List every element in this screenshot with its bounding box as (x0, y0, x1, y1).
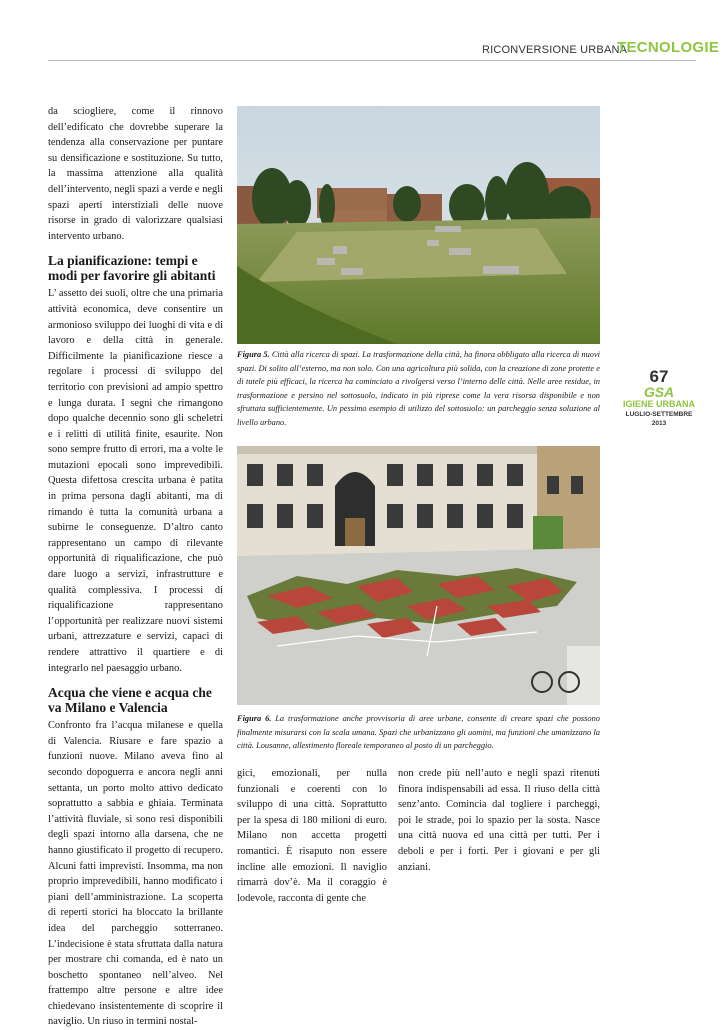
park-lawn-illustration (237, 106, 600, 344)
page-badge (622, 368, 696, 428)
figure-5-text: Città alla ricerca di spazi. La trasformazione della città, ha finora obbligato alla ricerca di nuovi spazi. Di solito all’esterno, ma non solo. Con una agricoltura più solida, con la creazione di zone protette e di tutele più efficaci, la ricerca ha cominciato a rivolgersi verso l’interno delle città. Nelle aree residue, in trasformazione e persino nel sottosuolo, indicato in più riprese come la vera risorsa disponibile e non sfruttata sufficientemente. Un pessimo esempio di utilizzo del sottosuolo: un parcheggio senza soluzione al livello urbano. (237, 350, 600, 427)
figure-5-photo (237, 106, 600, 344)
brand-logo: GSA (643, 384, 675, 400)
paragraph-3: gici, emozionali, per nulla funzionali e coerenti con lo sviluppo di una città. Soprattutto per la spesa di 180 milioni di euro. Milano non accetta progetti romantici. È risaputo non essere incline alle emozioni. Il naviglio rimarrà dov’è. Ma il coraggio è lodevole, racconta di gente che (237, 768, 387, 904)
issue-date: LUGLIO-SETTEMBRE 2013 (625, 411, 693, 427)
text-column-3 (398, 766, 600, 875)
figure-5-label: Figura 5. (237, 350, 270, 359)
header-divider (48, 60, 696, 61)
intro-paragraph: da sciogliere, come il rinnovo dell’edificato che dovrebbe superare la tendenza alla conservazione per puntare su densificazione e sostituzione. Su tutto, la massima attenzione alla qualità dell’intervento, negli spazi a verde e negli spazi aperti interstiziali delle nuove risorse in grado di valorizzare qualsiasi intervento urbano. (48, 106, 223, 242)
section-heading-2: Acqua che viene e acqua che va Milano e Valencia (48, 685, 212, 716)
figure-6-photo (237, 446, 600, 705)
flower-installation-illustration (237, 446, 600, 705)
magazine-name: IGIENE URBANA (622, 399, 695, 409)
figure-5-caption (237, 348, 600, 430)
section-title: RICONVERSIONE URBANA (482, 44, 628, 56)
text-column-1 (48, 104, 223, 1030)
text-column-2 (237, 766, 387, 906)
category-title: TECNOLOGIE (617, 39, 720, 56)
figure-6-text: La trasformazione anche provvisoria di aree urbane, consente di creare spazi che possono finalmente misurarsi con la scala umana. Spazi che urbanizzano gli uomini, ma funzioni che umanizzano la città. Lousanne, allestimento floreale temporaneo al posto di un parcheggio. (237, 714, 600, 751)
paragraph-2: Confronto fra l’acqua milanese e quella di Valencia. Riusare e fare spazio a funzioni nuove. Milano aveva fino al secondo dopoguerra e ancora negli anni settanta, un porto molto attivo dedicato soprattutto a sabbia e ghiaia. Terminata l’attività fluviale, si sono resi disponibili degli spazi intorno alla darsena, che ne hanno giustificato il progetto di recupero. Alcuni fatti imprevisti. Insomma, ma non proprio imprevedibili, hanno modificato i piani dell’amministrazione. La scoperta di reperti storici ha bloccato la brillante idea del parcheggio sotterraneo. L’indecisione è stata sfruttata dalla natura per mostrare chi comanda, ed è nato un boschetto spontaneo nell’alveo. Nel frattempo altre persone e altre idee chiedevano insistentemente di scoprire il naviglio. Un riuso in termini nostal- (48, 720, 223, 1028)
figure-6-label: Figura 6. (237, 714, 272, 723)
figure-6-caption (237, 712, 600, 753)
paragraph-4: non crede più nell’auto e negli spazi ritenuti finora indispensabili ad essa. Il riuso della città senz’anto. Comincia dal togliere i parcheggi, poi le strade, poi lo spazio per la sosta. Nasce una città nuova ed una città per tutti. Per i deboli e per i forti. Per i giovani e per gli anziani. (398, 768, 600, 873)
paragraph-1: L’ assetto dei suoli, oltre che una primaria attività economica, deve consentire un armonioso sviluppo dei luoghi di vita e di lavoro e della città in generale. Difficilmente la pianificazione riesce a regolare i processi di sviluppo del territorio con previsioni ad ampio spettro e lunga durata. I segni che rimangono dopo qualche decennio sono gli scheletri e i relitti di utilità finite, esaurite. Non sono sempre frutto di errori, ma a volte le mutazioni epocali sono imprevedibili. Questa difettosa crescita urbana è patita in prima persona dagli abitanti, ma di rimando è tutta la comunità urbana a subirne le conseguenze. D’altro canto rappresentano un campo di rilevante opportunità di riqualificazione, che può dare luogo a servizi, infrastrutture e qualità complessiva. I processi di riqualificazione rappresentano l’opportunità per realizzare nuovi sistemi urbani, attrezzature e servizi, capaci di rendere attrattivo il quartiere e di integrarlo nel paesaggio urbano. (48, 288, 223, 674)
section-heading-1: La pianificazione: tempi e modi per favorire gli abitanti (48, 253, 216, 284)
page-number: 67 (649, 367, 669, 386)
